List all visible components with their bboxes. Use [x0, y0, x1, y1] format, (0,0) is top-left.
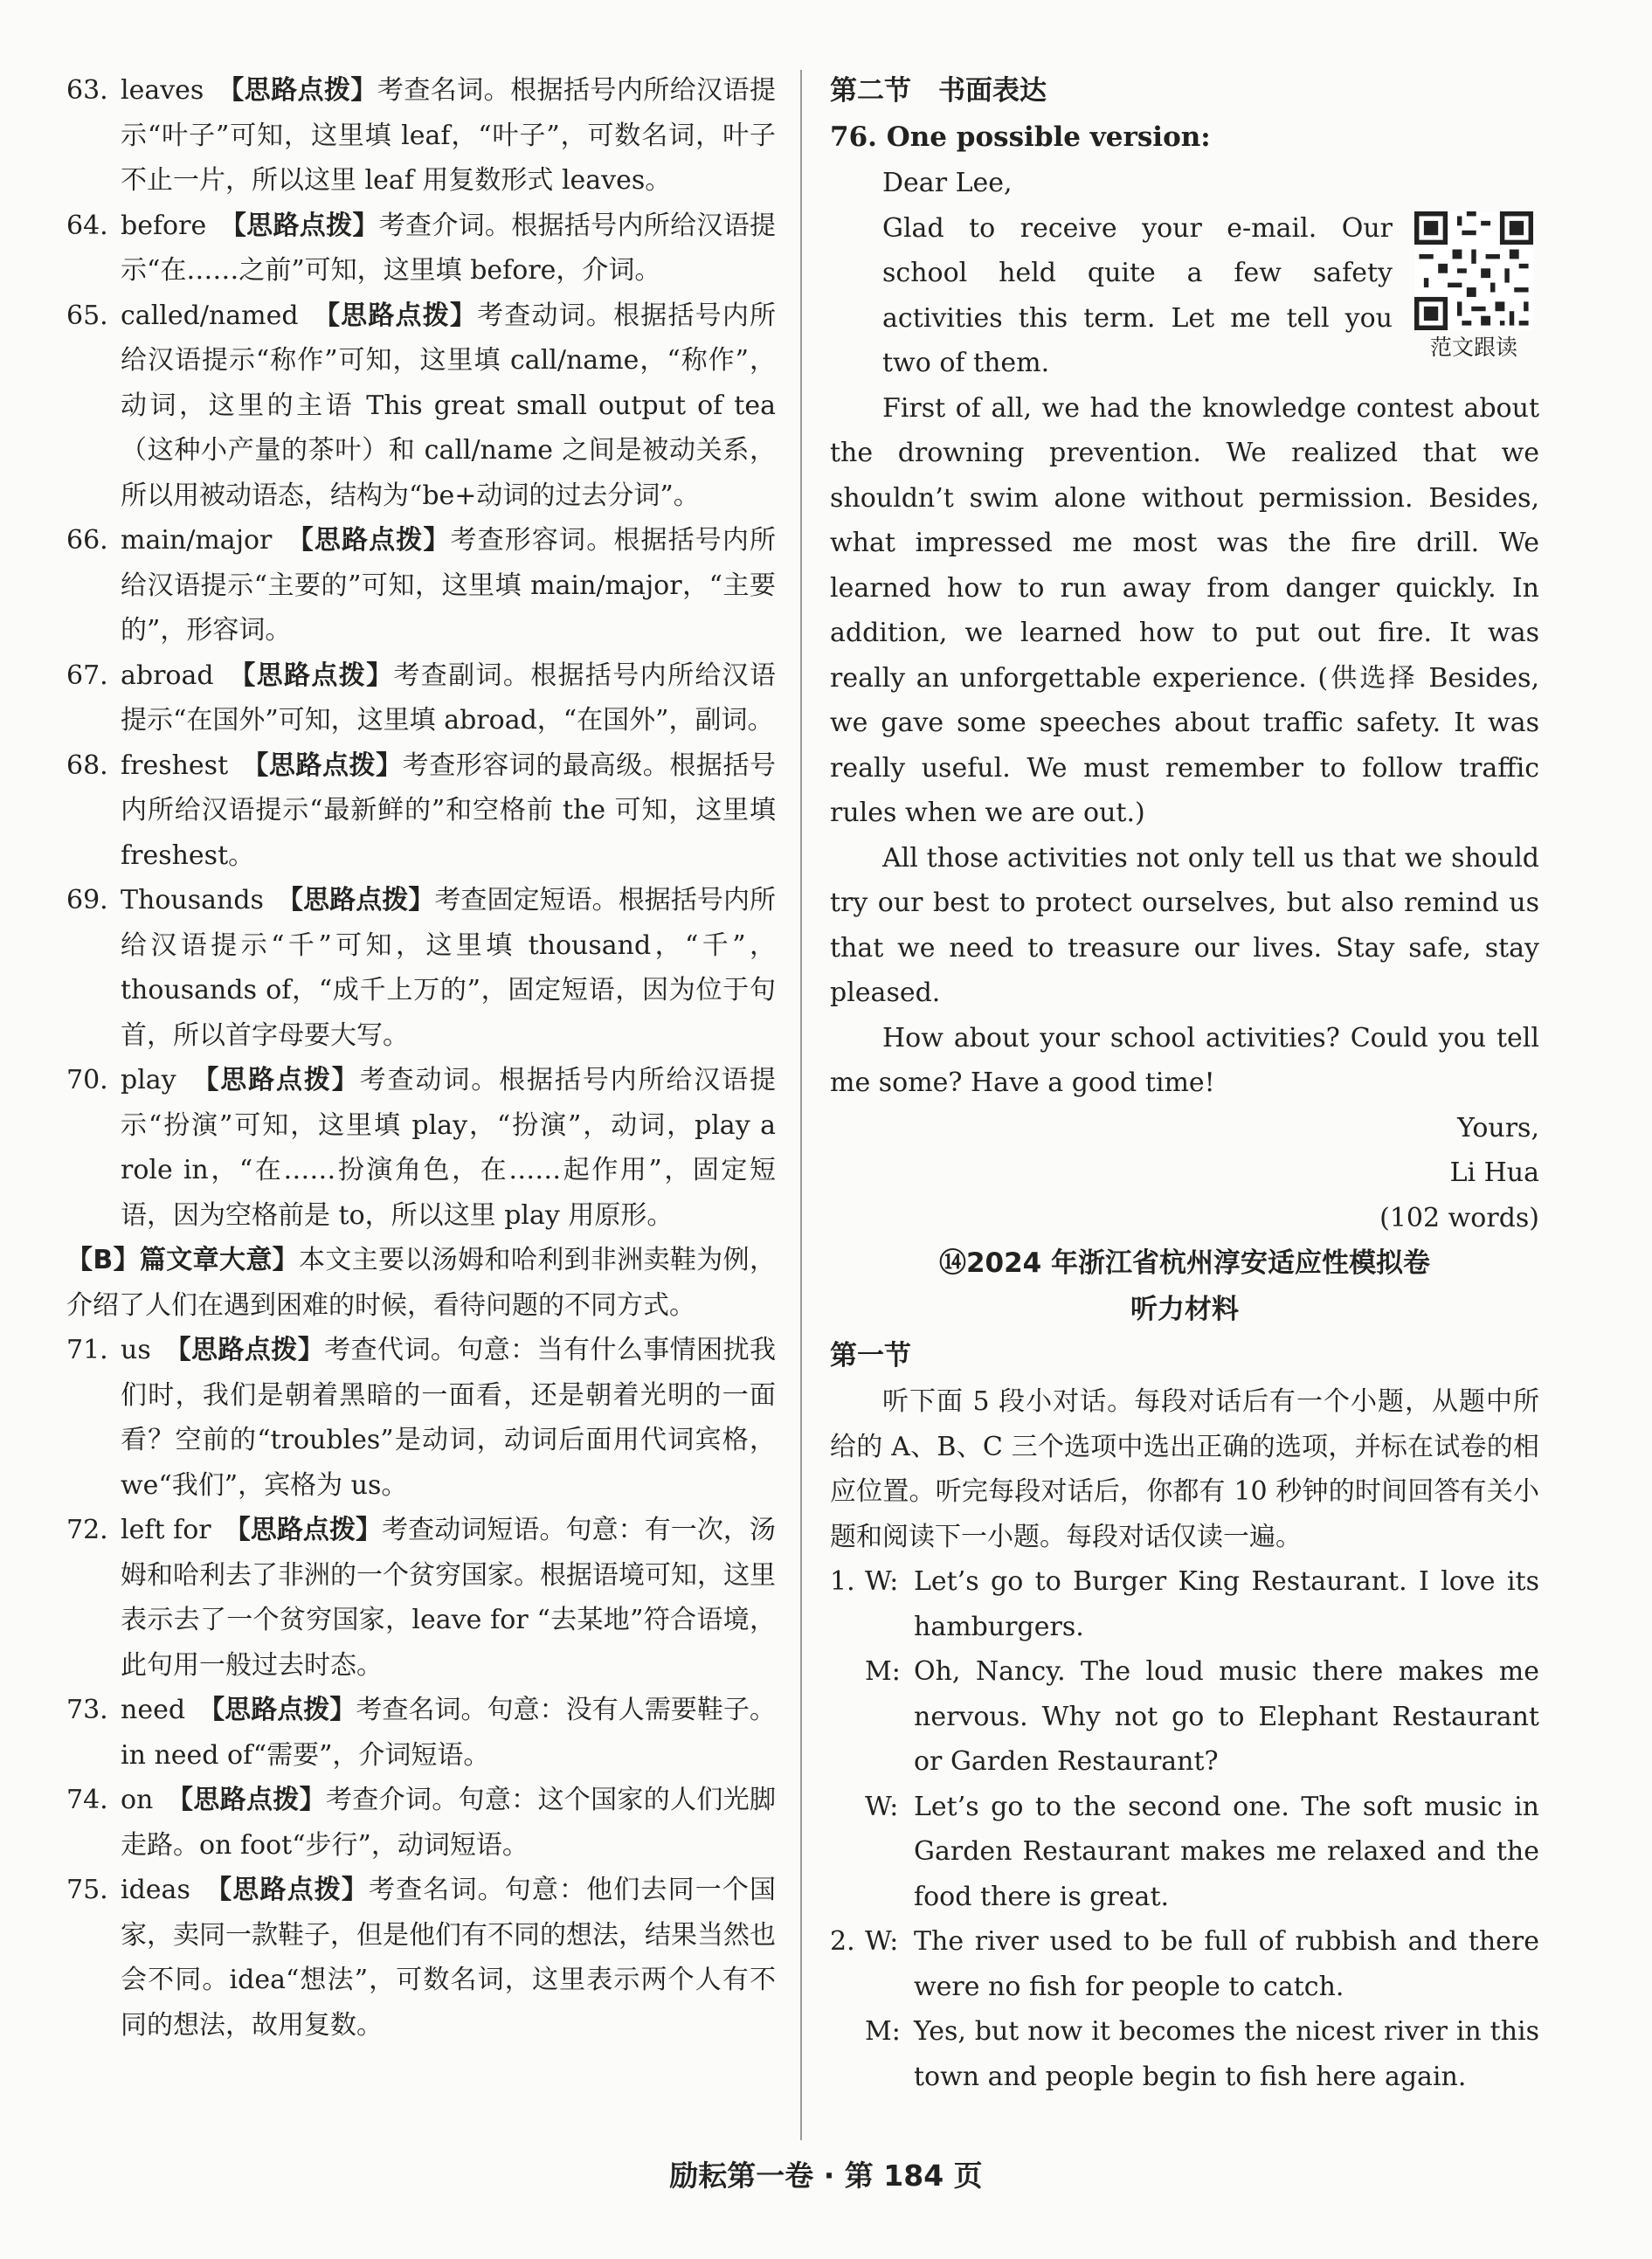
section2-title: 第二节 书面表达	[830, 75, 1047, 107]
section-b-tag: 【B】篇文章大意】	[66, 1245, 300, 1275]
item-explanation: 考查名词。句意：没有人需要鞋子。in need of“需要”，介词短语。	[121, 1695, 777, 1771]
item-body	[121, 1688, 776, 1778]
essay-paragraph-2: First of all, we had the knowledge contest about the drowning prevention. We realized that we shouldn’t swim alone without permission. Besides, what impressed me most was the fire drill. We learned how to run away from danger quickly. In addition, we learned how to put out fire. It was really an unforgettable experience. (供选择 Besides, we gave some speeches about traffic safety. It was really useful. We must remember to follow traffic rules when we are out.)	[830, 392, 1539, 828]
q76-title: 76. One possible version:	[830, 121, 1211, 153]
item-tag: 【思路点拨】	[205, 1065, 360, 1095]
left-column	[66, 68, 776, 2048]
dialogue-line	[830, 1919, 1539, 2009]
dialogue-speaker: W:	[865, 1926, 899, 1957]
item-number: 75.	[66, 1875, 108, 1905]
item-answer: abroad	[121, 660, 214, 691]
item-answer: leaves	[121, 75, 204, 106]
dialogue-speaker: W:	[865, 1791, 899, 1822]
answer-item	[66, 1688, 776, 1778]
qr-code-block[interactable]	[1408, 206, 1539, 362]
item-explanation: 考查动词。根据括号内所给汉语提示“称作”可知，这里填 call/name，“称作”，动词，这里的主语 This great small output of tea（这种小产量的茶叶）和 call/name 之间是被动关系，所以用被动语态，结构为“be+动词的过去分词”。	[121, 300, 777, 511]
dialogue-list	[830, 1559, 1539, 2099]
item-tag: 【思路点拨】	[218, 1875, 370, 1905]
dialogue-line	[830, 1785, 1539, 1920]
right-column	[830, 68, 1539, 2099]
section-b-summary	[66, 1238, 776, 1328]
answer-list-b	[66, 1328, 776, 2048]
dialogue-number: 2.	[830, 1926, 855, 1957]
item-explanation: 考查介词。根据括号内所给汉语提示“在……之前”可知，这里填 before，介词。	[121, 210, 777, 286]
dialogue-speaker: M:	[865, 1656, 901, 1687]
item-tag: 【思路点拨】	[180, 1785, 326, 1815]
dialogue-line	[830, 1559, 1539, 1649]
exam-subtitle: 听力材料	[1130, 1294, 1239, 1325]
item-tag: 【思路点拨】	[255, 750, 403, 781]
column-divider	[800, 70, 802, 2140]
item-body	[121, 68, 776, 204]
signature: Li Hua	[1449, 1157, 1539, 1188]
item-number: 72.	[66, 1515, 108, 1545]
item-tag: 【思路点拨】	[290, 885, 435, 915]
essay-paragraph-3: All those activities not only tell us that we should try our best to protect ourselves, but also remind us that we need to treasure our lives. Stay safe, stay pleased.	[830, 842, 1539, 1008]
item-tag: 【思路点拨】	[211, 1695, 356, 1725]
item-explanation: 考查动词短语。句意：有一次，汤姆和哈利去了非洲的一个贫穷国家。根据语境可知，这里表示去了一个贫穷国家，leave for “去某地”符合语境，此句用一般过去时态。	[121, 1515, 776, 1681]
item-answer: on	[121, 1785, 154, 1815]
answer-item	[66, 1328, 776, 1508]
dialogue-number: 1.	[830, 1566, 855, 1597]
answer-item	[66, 1508, 776, 1688]
section1-title: 第一节	[830, 1340, 911, 1371]
item-explanation: 考查固定短语。根据括号内所给汉语提示“千”可知，这里填 thousand，“千”，thousands of，“成千上万的”，固定短语，因为位于句首，所以首字母要大写。	[121, 885, 777, 1051]
answer-item	[66, 1058, 776, 1238]
exam-title: ⑭2024 年浙江省杭州淳安适应性模拟卷	[938, 1247, 1431, 1279]
qr-code-icon[interactable]	[1414, 211, 1533, 330]
section-b-text: 本文主要以汤姆和哈利到非洲卖鞋为例，介绍了人们在遇到困难的时候，看待问题的不同方式。	[66, 1245, 776, 1321]
answer-list-a	[66, 68, 776, 1238]
answer-item	[66, 204, 776, 294]
item-number: 71.	[66, 1335, 108, 1365]
item-body	[121, 518, 776, 653]
item-answer: freshest	[121, 750, 229, 781]
answer-item	[66, 1778, 776, 1868]
item-body	[121, 294, 776, 519]
item-body	[121, 878, 776, 1058]
qr-caption: 范文跟读	[1429, 334, 1517, 360]
item-number: 64.	[66, 210, 108, 241]
item-number: 65.	[66, 300, 108, 331]
salutation: Dear Lee,	[882, 168, 1013, 198]
item-tag: 【思路点拨】	[242, 660, 394, 691]
item-body	[121, 1058, 776, 1238]
item-explanation: 考查形容词。根据括号内所给汉语提示“主要的”可知，这里填 main/major，“主要的”，形容词。	[121, 525, 777, 646]
item-body	[121, 204, 776, 294]
item-body	[121, 1328, 776, 1508]
dialogue-text: The river used to be full of rubbish and there were no fish for people to catch.	[914, 1926, 1539, 2002]
item-explanation: 考查动词。根据括号内所给汉语提示“扮演”可知，这里填 play，“扮演”，动词，play a role in，“在……扮演角色，在……起作用”，固定短语，因为空格前是 to，所以这里 play 用原形。	[121, 1065, 777, 1231]
closing: Yours,	[1457, 1112, 1539, 1143]
item-explanation: 考查介词。句意：这个国家的人们光脚走路。on foot“步行”，动词短语。	[121, 1785, 777, 1861]
answer-item	[66, 68, 776, 204]
item-answer: before	[121, 210, 207, 241]
dialogue-speaker: M:	[865, 2016, 901, 2047]
item-explanation: 考查形容词的最高级。根据括号内所给汉语提示“最新鲜的”和空格前 the 可知，这里填 freshest。	[121, 750, 777, 871]
essay-paragraph-4: How about your school activities? Could you tell me some? Have a good time!	[830, 1022, 1539, 1098]
item-body	[121, 1868, 776, 2048]
essay-paragraph-1: Glad to receive your e-mail. Our school held quite a few safety activities this term. Let me tell you two of them.	[882, 212, 1393, 378]
item-answer: need	[121, 1695, 186, 1725]
item-tag: 【思路点拨】	[231, 75, 377, 106]
item-tag: 【思路点拨】	[300, 525, 451, 556]
item-tag: 【思路点拨】	[177, 1335, 325, 1365]
item-answer: Thousands	[121, 885, 264, 915]
dialogue-line	[830, 1649, 1539, 1785]
item-answer: left for	[121, 1515, 211, 1545]
item-number: 69.	[66, 885, 108, 915]
item-answer: play	[121, 1065, 176, 1095]
item-explanation: 考查名词。句意：他们去同一个国家，卖同一款鞋子，但是他们有不同的想法，结果当然也会不同。idea“想法”，可数名词，这里表示两个人有不同的想法，故用复数。	[121, 1875, 777, 2041]
dialogue-text: Oh, Nancy. The loud music there makes me nervous. Why not go to Elephant Restaurant or Garden Restaurant?	[914, 1656, 1539, 1777]
item-explanation: 考查名词。根据括号内所给汉语提示“叶子”可知，这里填 leaf，“叶子”，可数名词，叶子不止一片，所以这里 leaf 用复数形式 leaves。	[121, 75, 777, 196]
page-footer: 励耘第一卷 · 第 184 页	[669, 2159, 983, 2193]
item-body	[121, 653, 776, 743]
answer-item	[66, 653, 776, 743]
item-number: 63.	[66, 75, 108, 106]
item-explanation: 考查副词。根据括号内所给汉语提示“在国外”可知，这里填 abroad，“在国外”，副词。	[121, 660, 777, 736]
answer-item	[66, 878, 776, 1058]
item-tag: 【思路点拨】	[237, 1515, 383, 1545]
item-body	[121, 1778, 776, 1868]
answer-item	[66, 518, 776, 653]
item-tag: 【思路点拨】	[232, 210, 379, 241]
item-number: 73.	[66, 1695, 108, 1725]
dialogue-text: Yes, but now it becomes the nicest river in this town and people begin to fish here again.	[914, 2016, 1539, 2092]
answer-item	[66, 743, 776, 879]
item-number: 68.	[66, 750, 108, 781]
dialogue-speaker: W:	[865, 1566, 899, 1597]
item-answer: called/named	[121, 300, 299, 331]
item-number: 74.	[66, 1785, 108, 1815]
item-body	[121, 1508, 776, 1688]
dialogue-text: Let’s go to Burger King Restaurant. I love its hamburgers.	[914, 1566, 1539, 1642]
item-number: 67.	[66, 660, 108, 691]
listening-instructions: 听下面 5 段小对话。每段对话后有一个小题，从题中所给的 A、B、C 三个选项中选出正确的选项，并标在试卷的相应位置。听完每段对话后，你都有 10 秒钟的时间回答有关小题和阅读下一小题。每段对话仅读一遍。	[830, 1386, 1539, 1552]
item-explanation: 考查代词。句意：当有什么事情困扰我们时，我们是朝着黑暗的一面看，还是朝着光明的一面看？空前的“troubles”是动词，动词后面用代词宾格，we“我们”，宾格为 us。	[121, 1335, 777, 1501]
item-answer: ideas	[121, 1875, 190, 1905]
dialogue-text: Let’s go to the second one. The soft music in Garden Restaurant makes me relaxed and the food there is great.	[914, 1791, 1539, 1912]
word-count: (102 words)	[1379, 1202, 1539, 1233]
item-answer: main/major	[121, 525, 273, 556]
item-answer: us	[121, 1335, 151, 1365]
answer-item	[66, 294, 776, 519]
item-tag: 【思路点拨】	[326, 300, 478, 331]
essay-body	[830, 206, 1539, 386]
answer-item	[66, 1868, 776, 2048]
item-number: 70.	[66, 1065, 108, 1095]
dialogue-line	[830, 2009, 1539, 2099]
item-number: 66.	[66, 525, 108, 556]
item-body	[121, 743, 776, 879]
